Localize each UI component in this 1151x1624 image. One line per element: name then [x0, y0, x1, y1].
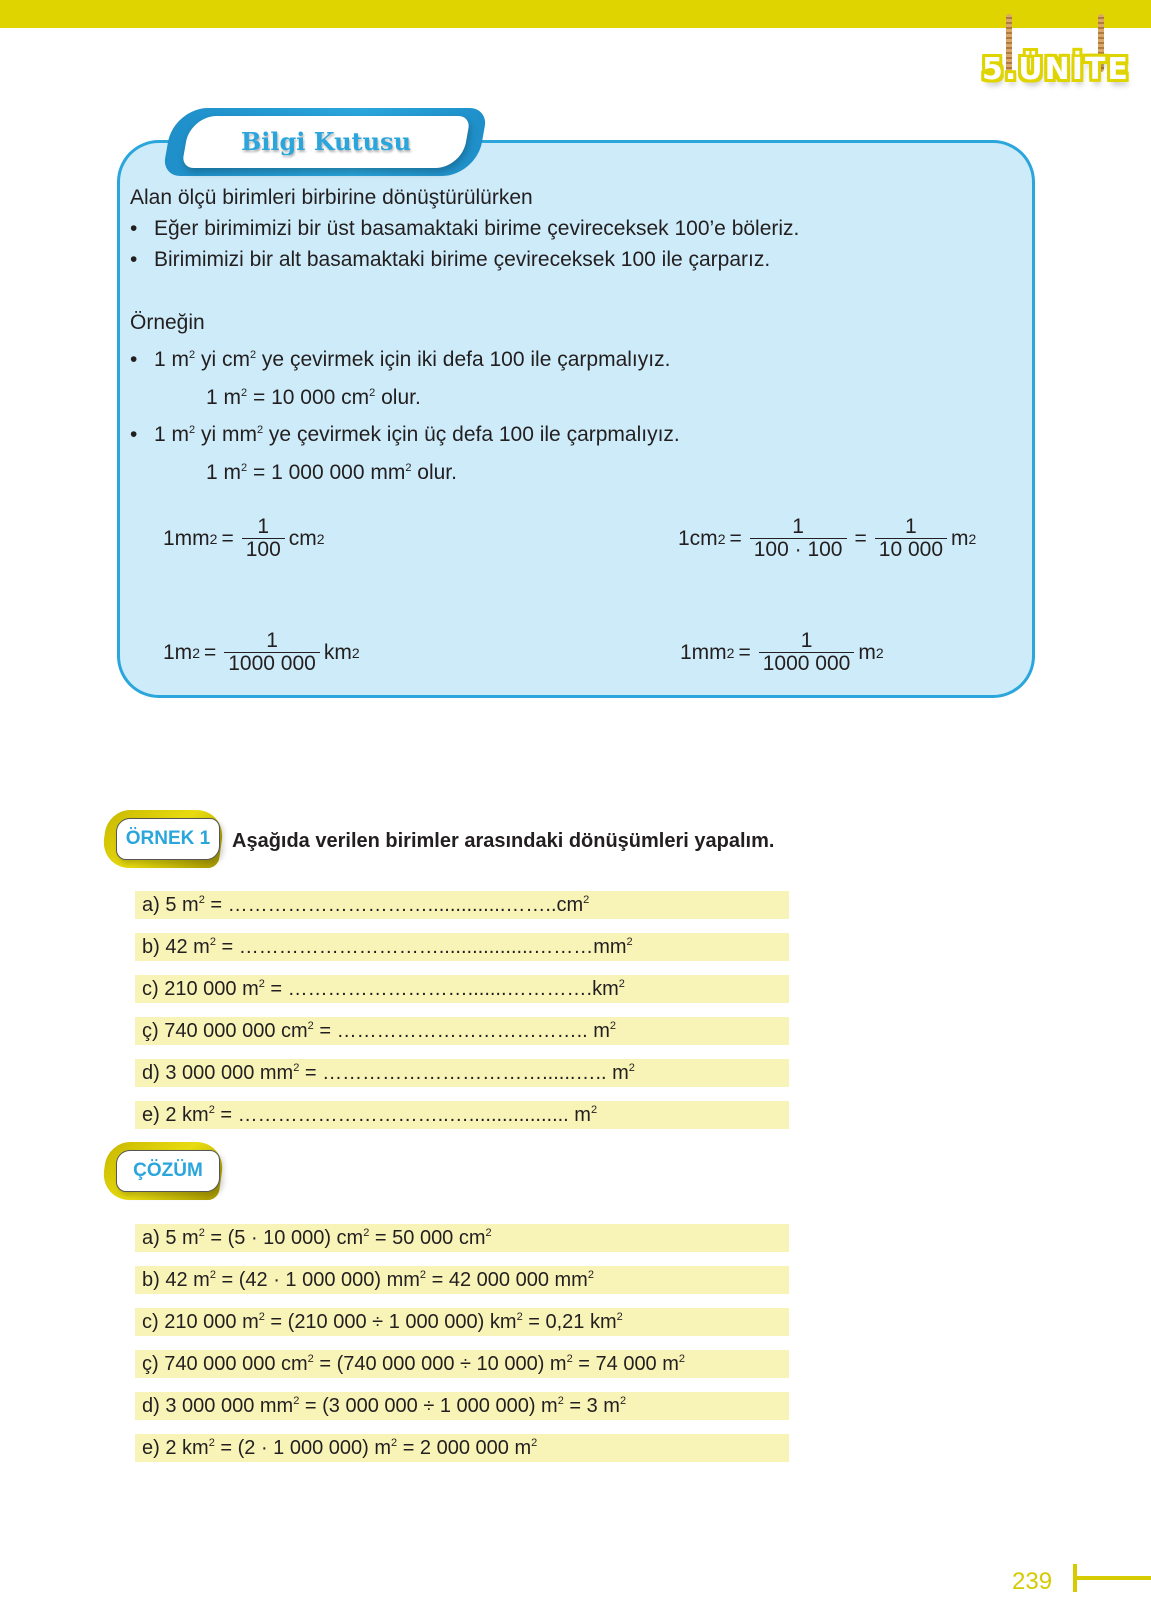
exercise-row: a) 5 $m^2$ = $\dots\dots\dots\dots\dots\dots\dots\dots\dots\dots..............\dots\dots..cm^2$	[135, 891, 789, 919]
info-box-tab	[168, 104, 482, 176]
formula-m2-km2: 1m 2 = $\frac{1}{1000 000}$ km 2	[163, 629, 360, 675]
bullet-icon: •	[130, 423, 138, 446]
bullet-icon: •	[130, 248, 138, 271]
info-example: • 1 $m^2$ yi $cm^2$ ye çevirmek için iki defa 100 ile çarpmalıyız.	[130, 348, 671, 371]
page-rule-line	[1073, 1576, 1151, 1580]
formula-cm2-m2: 1cm 2 = $\frac{1}{100 \cdot 100}$ = $\frac{1}{10 000}$ m 2	[678, 515, 977, 561]
example-badge	[104, 810, 224, 868]
exercise-row: e) 2 $km^2$ = …………………………..….................. $m^2$	[135, 1101, 789, 1129]
solution-row: a) 5 $m^2 = (5 \cdot 10$ 000) $cm^2 = 50$ 000 $cm^2$	[135, 1224, 789, 1252]
exercise-row: ç) 740 000 000 $cm^2$ = ……………………………….. $m^2$	[135, 1017, 789, 1045]
solution-badge	[104, 1142, 224, 1200]
info-rule: • Eğer birimimizi bir üst basamaktaki birime çevireceksek 100’e böleriz.	[130, 217, 800, 240]
bullet-icon: •	[130, 217, 138, 240]
top-accent-bar	[0, 0, 1151, 28]
solution-row: c) 210 000 $m^2 = (210$ 000 ÷ 1 000 000) $km^2 = 0,21$ $km^2$	[135, 1308, 789, 1336]
exercise-row: d) 3 000 000 $mm^2$ = ……………………………......….. $m^2$	[135, 1059, 789, 1087]
exercise-row: b) 42 $m^2$ = $\dots\dots\dots\dots\dots\dots\dots\dots\dots\dots.................\dots\dots\dots mm^2$	[135, 933, 789, 961]
unit-badge	[982, 14, 1130, 94]
info-intro: Alan ölçü birimleri birbirine dönüştürülürken	[130, 186, 533, 209]
solution-badge-label: ÇÖZÜM	[133, 1160, 203, 1181]
formula-mm2-cm2: 1mm 2 = $\frac{1}{100}$ cm 2	[163, 515, 325, 561]
info-box-title: Bilgi Kutusu	[240, 127, 412, 156]
unit-label: 5.ÜNİTE	[982, 52, 1130, 87]
page-number: 239	[1012, 1568, 1053, 1595]
solution-row: b) 42 $m^2 = (42 \cdot 1$ 000 000) $mm^2 = 42$ 000 000 $mm^2$	[135, 1266, 789, 1294]
exercise-row: c) 210 000 $m^2$ = $\dots\dots\dots\dots\dots\dots\dots\dots\dots.......\dots\dots\dots\dots.km^2$	[135, 975, 789, 1003]
example-title: Aşağıda verilen birimler arasındaki dönüşümleri yapalım.	[232, 830, 775, 852]
solution-row: d) 3 000 000 $mm^2 = (3$ 000 000 ÷ 1 000 000) $m^2 = 3$ $m^2$	[135, 1392, 789, 1420]
info-example: • 1 $m^2$ yi $mm^2$ ye çevirmek için üç defa 100 ile çarpmalıyız.	[130, 423, 680, 446]
solution-row: e) 2 $km^2 = (2 \cdot 1$ 000 000) $m^2 = 2$ 000 000 $m^2$	[135, 1434, 789, 1462]
info-example-result: 1 $m^2 = 1$ 000 000 $mm^2$ olur.	[206, 461, 457, 484]
example-label: Örneğin	[130, 311, 205, 334]
bullet-icon: •	[130, 348, 138, 371]
solution-row: ç) 740 000 000 $cm^2 = (740$ 000 000 ÷ 10 000) $m^2 = 74$ 000 $m^2$	[135, 1350, 789, 1378]
example-badge-label: ÖRNEK 1	[125, 828, 211, 849]
formula-mm2-m2: 1mm 2 = $\frac{1}{1000 000}$ m 2	[680, 629, 884, 675]
info-example-result: 1 $m^2 = 10$ 000 $cm^2$ olur.	[206, 386, 421, 409]
info-rule: • Birimimizi bir alt basamaktaki birime çevireceksek 100 ile çarparız.	[130, 248, 771, 271]
